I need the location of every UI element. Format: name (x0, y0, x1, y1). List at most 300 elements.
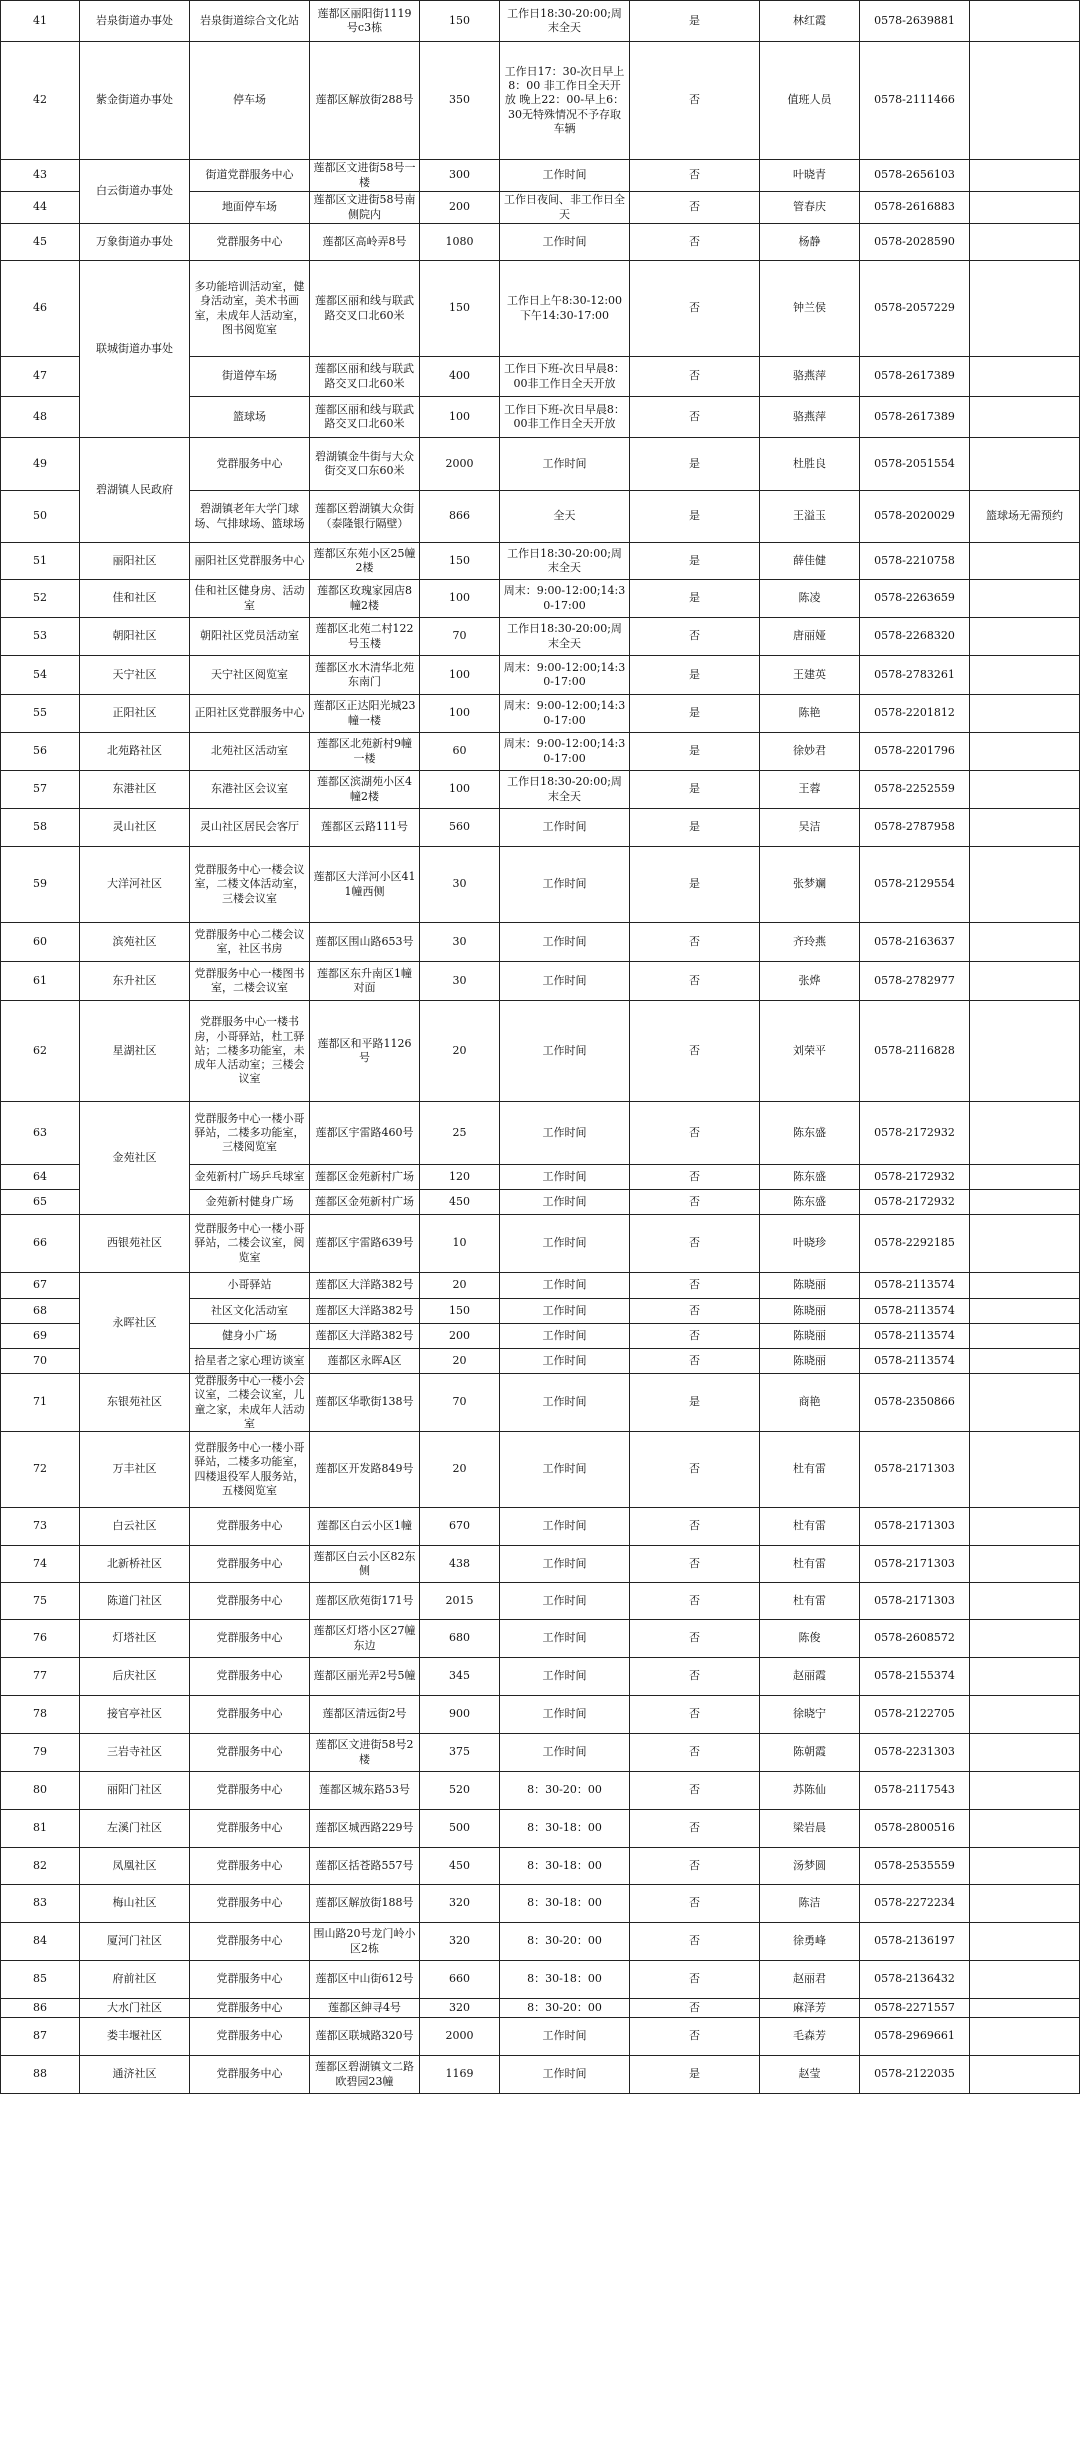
remark-cell (970, 224, 1080, 261)
remark-cell (970, 1349, 1080, 1374)
capacity-cell: 150 (420, 1299, 500, 1324)
phone-cell: 0578-2136197 (860, 1923, 970, 1961)
remark-cell (970, 771, 1080, 809)
address-cell: 莲都区宇雷路639号 (310, 1215, 420, 1273)
row-number-cell: 64 (0, 1165, 80, 1190)
address-cell: 莲都区东升南区1幢对面 (310, 962, 420, 1001)
capacity-cell: 20 (420, 1432, 500, 1508)
remark-cell (970, 160, 1080, 192)
remark-cell: 篮球场无需预约 (970, 491, 1080, 543)
address-cell: 莲都区丽光弄2号5幢 (310, 1658, 420, 1696)
phone-cell: 0578-2656103 (860, 160, 970, 192)
phone-cell: 0578-2787958 (860, 809, 970, 847)
row-number-cell: 77 (0, 1658, 80, 1696)
address-cell: 莲都区欣苑街171号 (310, 1583, 420, 1620)
address-cell: 莲都区高岭弄8号 (310, 224, 420, 261)
capacity-cell: 300 (420, 160, 500, 192)
remark-cell (970, 1432, 1080, 1508)
address-cell: 莲都区滨湖苑小区4幢2楼 (310, 771, 420, 809)
open-hours-cell: 工作时间 (500, 1508, 630, 1546)
table-row (0, 1772, 1080, 1810)
address-cell: 莲都区灯塔小区27幢东边 (310, 1620, 420, 1658)
contact-person-cell: 徐晓宁 (760, 1696, 860, 1734)
venue-name-cell: 党群服务中心 (190, 1620, 310, 1658)
row-number-cell: 75 (0, 1583, 80, 1620)
booking-required-cell: 否 (630, 357, 760, 397)
contact-person-cell: 刘荣平 (760, 1001, 860, 1102)
contact-person-cell: 陈晓丽 (760, 1273, 860, 1299)
unit-name-cell: 星湖社区 (80, 1001, 190, 1102)
capacity-cell: 1080 (420, 224, 500, 261)
phone-cell: 0578-2028590 (860, 224, 970, 261)
address-cell: 莲都区丽和线与联武路交叉口北60米 (310, 357, 420, 397)
contact-person-cell: 叶晓珍 (760, 1215, 860, 1273)
open-hours-cell: 工作时间 (500, 1658, 630, 1696)
booking-required-cell: 否 (630, 923, 760, 962)
row-number-cell: 44 (0, 192, 80, 224)
contact-person-cell: 张烨 (760, 962, 860, 1001)
phone-cell: 0578-2608572 (860, 1620, 970, 1658)
open-hours-cell: 工作日下班-次日早晨8：00非工作日全天开放 (500, 397, 630, 438)
booking-required-cell: 否 (630, 2018, 760, 2056)
venue-name-cell: 朝阳社区党员活动室 (190, 618, 310, 656)
open-hours-cell: 8：30-18：00 (500, 1961, 630, 1999)
unit-name-cell: 接官亭社区 (80, 1696, 190, 1734)
row-number-cell: 47 (0, 357, 80, 397)
address-cell: 碧湖镇金牛街与大众街交叉口东60米 (310, 438, 420, 491)
venue-name-cell: 党群服务中心一楼图书室，二楼会议室 (190, 962, 310, 1001)
open-hours-cell: 8：30-18：00 (500, 1885, 630, 1923)
remark-cell (970, 438, 1080, 491)
remark-cell (970, 962, 1080, 1001)
address-cell: 莲都区北苑新村9幢一楼 (310, 733, 420, 771)
capacity-cell: 320 (420, 1885, 500, 1923)
row-number-cell: 85 (0, 1961, 80, 1999)
open-hours-cell: 工作时间 (500, 1432, 630, 1508)
booking-required-cell: 否 (630, 1001, 760, 1102)
remark-cell (970, 1848, 1080, 1885)
capacity-cell: 20 (420, 1001, 500, 1102)
table-row (0, 1215, 1080, 1273)
venue-name-cell: 党群服务中心 (190, 1810, 310, 1848)
contact-person-cell: 王蓉 (760, 771, 860, 809)
venue-name-cell: 佳和社区健身房、活动室 (190, 580, 310, 618)
open-hours-cell: 工作时间 (500, 809, 630, 847)
phone-cell: 0578-2020029 (860, 491, 970, 543)
open-hours-cell: 8：30-18：00 (500, 1810, 630, 1848)
open-hours-cell: 工作时间 (500, 1190, 630, 1215)
remark-cell (970, 1215, 1080, 1273)
remark-cell (970, 1273, 1080, 1299)
contact-person-cell: 杜有雷 (760, 1546, 860, 1583)
phone-cell: 0578-2616883 (860, 192, 970, 224)
venue-name-cell: 北苑社区活动室 (190, 733, 310, 771)
merged-unit-cell: 永晖社区 (80, 1273, 190, 1374)
row-number-cell: 82 (0, 1848, 80, 1885)
table-row (0, 1848, 1080, 1885)
capacity-cell: 100 (420, 580, 500, 618)
row-number-cell: 84 (0, 1923, 80, 1961)
venue-name-cell: 党群服务中心一楼会议室，二楼文体活动室，三楼会议室 (190, 847, 310, 923)
address-cell: 莲都区大洋路382号 (310, 1273, 420, 1299)
address-cell: 莲都区白云小区1幢 (310, 1508, 420, 1546)
phone-cell: 0578-2113574 (860, 1349, 970, 1374)
capacity-cell: 438 (420, 1546, 500, 1583)
venue-name-cell: 党群服务中心 (190, 1546, 310, 1583)
phone-cell: 0578-2800516 (860, 1810, 970, 1848)
row-number-cell: 72 (0, 1432, 80, 1508)
venue-name-cell: 党群服务中心一楼书房，小哥驿站，杜工驿站；二楼多功能室，未成年人活动室；三楼会议室 (190, 1001, 310, 1102)
remark-cell (970, 1374, 1080, 1432)
booking-required-cell: 是 (630, 733, 760, 771)
venue-name-cell: 党群服务中心 (190, 1885, 310, 1923)
address-cell: 围山路20号龙门岭小区2栋 (310, 1923, 420, 1961)
table-row (0, 1583, 1080, 1620)
venue-name-cell: 党群服务中心一楼小哥驿站，二楼多功能室，四楼退役军人服务站，五楼阅览室 (190, 1432, 310, 1508)
capacity-cell: 200 (420, 1324, 500, 1349)
capacity-cell: 100 (420, 771, 500, 809)
row-number-cell: 62 (0, 1001, 80, 1102)
row-number-cell: 67 (0, 1273, 80, 1299)
address-cell: 莲都区华歌街138号 (310, 1374, 420, 1432)
phone-cell: 0578-2782977 (860, 962, 970, 1001)
phone-cell: 0578-2113574 (860, 1299, 970, 1324)
remark-cell (970, 261, 1080, 357)
address-cell: 莲都区白云小区82东侧 (310, 1546, 420, 1583)
row-number-cell: 45 (0, 224, 80, 261)
row-number-cell: 65 (0, 1190, 80, 1215)
open-hours-cell: 工作时间 (500, 1001, 630, 1102)
capacity-cell: 10 (420, 1215, 500, 1273)
contact-person-cell: 薛佳健 (760, 543, 860, 580)
remark-cell (970, 1190, 1080, 1215)
table-row (0, 580, 1080, 618)
contact-person-cell: 陈晓丽 (760, 1349, 860, 1374)
remark-cell (970, 656, 1080, 695)
contact-person-cell: 陈凌 (760, 580, 860, 618)
remark-cell (970, 1583, 1080, 1620)
phone-cell: 0578-2350866 (860, 1374, 970, 1432)
remark-cell (970, 1734, 1080, 1772)
venue-name-cell: 多功能培训活动室，健身活动室，美术书画室，未成年人活动室，图书阅览室 (190, 261, 310, 357)
phone-cell: 0578-2113574 (860, 1273, 970, 1299)
unit-name-cell: 灵山社区 (80, 809, 190, 847)
table-row (0, 847, 1080, 923)
capacity-cell: 560 (420, 809, 500, 847)
address-cell: 莲都区解放街188号 (310, 1885, 420, 1923)
booking-required-cell: 否 (630, 397, 760, 438)
contact-person-cell: 赵丽霞 (760, 1658, 860, 1696)
booking-required-cell: 否 (630, 1508, 760, 1546)
venue-name-cell: 正阳社区党群服务中心 (190, 695, 310, 733)
phone-cell: 0578-2155374 (860, 1658, 970, 1696)
address-cell: 莲都区文进街58号一楼 (310, 160, 420, 192)
phone-cell: 0578-2617389 (860, 357, 970, 397)
venue-name-cell: 党群服务中心 (190, 1583, 310, 1620)
row-number-cell: 50 (0, 491, 80, 543)
venue-name-cell: 小哥驿站 (190, 1273, 310, 1299)
unit-name-cell: 丽阳门社区 (80, 1772, 190, 1810)
capacity-cell: 20 (420, 1273, 500, 1299)
row-number-cell: 56 (0, 733, 80, 771)
open-hours-cell: 工作日18:30-20:00;周末全天 (500, 0, 630, 42)
contact-person-cell: 商艳 (760, 1374, 860, 1432)
phone-cell: 0578-2268320 (860, 618, 970, 656)
remark-cell (970, 2018, 1080, 2056)
open-hours-cell: 工作时间 (500, 1349, 630, 1374)
open-hours-cell: 工作日18:30-20:00;周末全天 (500, 618, 630, 656)
unit-name-cell: 大水门社区 (80, 1999, 190, 2018)
remark-cell (970, 618, 1080, 656)
table-row (0, 1696, 1080, 1734)
capacity-cell: 2000 (420, 2018, 500, 2056)
booking-required-cell: 否 (630, 1848, 760, 1885)
unit-name-cell: 正阳社区 (80, 695, 190, 733)
address-cell: 莲都区文进街58号2楼 (310, 1734, 420, 1772)
open-hours-cell: 工作时间 (500, 2056, 630, 2094)
unit-name-cell: 丽阳社区 (80, 543, 190, 580)
row-number-cell: 54 (0, 656, 80, 695)
open-hours-cell: 工作时间 (500, 847, 630, 923)
booking-required-cell: 否 (630, 1658, 760, 1696)
address-cell: 莲都区丽和线与联武路交叉口北60米 (310, 261, 420, 357)
remark-cell (970, 1620, 1080, 1658)
booking-required-cell: 否 (630, 1546, 760, 1583)
row-number-cell: 83 (0, 1885, 80, 1923)
capacity-cell: 150 (420, 0, 500, 42)
row-number-cell: 46 (0, 261, 80, 357)
remark-cell (970, 1658, 1080, 1696)
remark-cell (970, 1102, 1080, 1165)
remark-cell (970, 1696, 1080, 1734)
booking-required-cell: 是 (630, 2056, 760, 2094)
open-hours-cell: 工作时间 (500, 1620, 630, 1658)
phone-cell: 0578-2136432 (860, 1961, 970, 1999)
contact-person-cell: 赵丽君 (760, 1961, 860, 1999)
capacity-cell: 120 (420, 1165, 500, 1190)
venue-name-cell: 党群服务中心 (190, 438, 310, 491)
phone-cell: 0578-2172932 (860, 1190, 970, 1215)
contact-person-cell: 钟兰侯 (760, 261, 860, 357)
row-number-cell: 51 (0, 543, 80, 580)
unit-name-cell: 北苑路社区 (80, 733, 190, 771)
venue-name-cell: 党群服务中心 (190, 2056, 310, 2094)
phone-cell: 0578-2117543 (860, 1772, 970, 1810)
address-cell: 莲都区丽和线与联武路交叉口北60米 (310, 397, 420, 438)
remark-cell (970, 1546, 1080, 1583)
phone-cell: 0578-2171303 (860, 1508, 970, 1546)
venue-name-cell: 党群服务中心 (190, 1696, 310, 1734)
open-hours-cell: 8：30-20：00 (500, 1923, 630, 1961)
unit-name-cell: 滨苑社区 (80, 923, 190, 962)
table-row (0, 771, 1080, 809)
unit-name-cell: 东银苑社区 (80, 1374, 190, 1432)
booking-required-cell: 否 (630, 1215, 760, 1273)
capacity-cell: 30 (420, 847, 500, 923)
merged-unit-cell: 白云街道办事处 (80, 160, 190, 224)
phone-cell: 0578-2263659 (860, 580, 970, 618)
phone-cell: 0578-2271557 (860, 1999, 970, 2018)
open-hours-cell: 工作时间 (500, 1273, 630, 1299)
booking-required-cell: 否 (630, 1102, 760, 1165)
contact-person-cell: 汤梦圆 (760, 1848, 860, 1885)
table-row (0, 1961, 1080, 1999)
unit-name-cell: 朝阳社区 (80, 618, 190, 656)
table-row (0, 1620, 1080, 1658)
venue-name-cell: 金苑新村广场乒乓球室 (190, 1165, 310, 1190)
capacity-cell: 70 (420, 618, 500, 656)
phone-cell: 0578-2122035 (860, 2056, 970, 2094)
table-row (0, 224, 1080, 261)
table-row (0, 543, 1080, 580)
capacity-cell: 150 (420, 543, 500, 580)
row-number-cell: 52 (0, 580, 80, 618)
remark-cell (970, 1885, 1080, 1923)
row-number-cell: 88 (0, 2056, 80, 2094)
phone-cell: 0578-2171303 (860, 1583, 970, 1620)
phone-cell: 0578-2252559 (860, 771, 970, 809)
venue-name-cell: 党群服务中心 (190, 1999, 310, 2018)
table-row (0, 695, 1080, 733)
open-hours-cell: 周末：9:00-12:00;14:30-17:00 (500, 695, 630, 733)
booking-required-cell: 是 (630, 1374, 760, 1432)
open-hours-cell: 8：30-20：00 (500, 1772, 630, 1810)
booking-required-cell: 否 (630, 1923, 760, 1961)
row-number-cell: 43 (0, 160, 80, 192)
table-row (0, 809, 1080, 847)
table-row (0, 1885, 1080, 1923)
remark-cell (970, 923, 1080, 962)
venue-name-cell: 灵山社区居民会客厅 (190, 809, 310, 847)
open-hours-cell: 工作日下班-次日早晨8：00非工作日全天开放 (500, 357, 630, 397)
table-row (0, 1374, 1080, 1432)
contact-person-cell: 陈俊 (760, 1620, 860, 1658)
phone-cell: 0578-2163637 (860, 923, 970, 962)
booking-required-cell: 是 (630, 656, 760, 695)
open-hours-cell: 工作时间 (500, 1374, 630, 1432)
venue-name-cell: 篮球场 (190, 397, 310, 438)
remark-cell (970, 1299, 1080, 1324)
capacity-cell: 400 (420, 357, 500, 397)
booking-required-cell: 是 (630, 847, 760, 923)
open-hours-cell: 工作日18:30-20:00;周末全天 (500, 543, 630, 580)
contact-person-cell: 徐妙君 (760, 733, 860, 771)
address-cell: 莲都区开发路849号 (310, 1432, 420, 1508)
unit-name-cell: 白云社区 (80, 1508, 190, 1546)
open-hours-cell: 工作时间 (500, 1102, 630, 1165)
table-row (0, 1001, 1080, 1102)
phone-cell: 0578-2057229 (860, 261, 970, 357)
remark-cell (970, 543, 1080, 580)
row-number-cell: 70 (0, 1349, 80, 1374)
row-number-cell: 60 (0, 923, 80, 962)
unit-name-cell: 陈道门社区 (80, 1583, 190, 1620)
unit-name-cell: 天宁社区 (80, 656, 190, 695)
booking-required-cell: 否 (630, 1349, 760, 1374)
booking-required-cell: 否 (630, 1299, 760, 1324)
open-hours-cell: 8：30-18：00 (500, 1848, 630, 1885)
row-number-cell: 66 (0, 1215, 80, 1273)
open-hours-cell: 工作日上午8:30-12:00下午14:30-17:00 (500, 261, 630, 357)
remark-cell (970, 1810, 1080, 1848)
capacity-cell: 2000 (420, 438, 500, 491)
row-number-cell: 87 (0, 2018, 80, 2056)
booking-required-cell: 是 (630, 438, 760, 491)
unit-name-cell: 紫金街道办事处 (80, 42, 190, 160)
address-cell: 莲都区解放街288号 (310, 42, 420, 160)
phone-cell: 0578-2116828 (860, 1001, 970, 1102)
unit-name-cell: 娄丰堰社区 (80, 2018, 190, 2056)
address-cell: 莲都区云路111号 (310, 809, 420, 847)
address-cell: 莲都区北苑二村122号玉楼 (310, 618, 420, 656)
phone-cell: 0578-2172932 (860, 1165, 970, 1190)
address-cell: 莲都区文进街58号南侧院内 (310, 192, 420, 224)
table-row (0, 1658, 1080, 1696)
phone-cell: 0578-2111466 (860, 42, 970, 160)
booking-required-cell: 是 (630, 695, 760, 733)
open-hours-cell: 工作时间 (500, 1215, 630, 1273)
open-hours-cell: 工作日夜间、非工作日全天 (500, 192, 630, 224)
venue-name-cell: 丽阳社区党群服务中心 (190, 543, 310, 580)
contact-person-cell: 陈朝霞 (760, 1734, 860, 1772)
address-cell: 莲都区大洋路382号 (310, 1324, 420, 1349)
capacity-cell: 30 (420, 962, 500, 1001)
contact-person-cell: 骆燕萍 (760, 397, 860, 438)
booking-required-cell: 否 (630, 1324, 760, 1349)
address-cell: 莲都区东苑小区25幢2楼 (310, 543, 420, 580)
row-number-cell: 81 (0, 1810, 80, 1848)
row-number-cell: 68 (0, 1299, 80, 1324)
unit-name-cell: 大洋河社区 (80, 847, 190, 923)
unit-name-cell: 凤凰社区 (80, 1848, 190, 1885)
capacity-cell: 680 (420, 1620, 500, 1658)
address-cell: 莲都区水木清华北苑东南门 (310, 656, 420, 695)
row-number-cell: 69 (0, 1324, 80, 1349)
phone-cell: 0578-2292185 (860, 1215, 970, 1273)
open-hours-cell: 工作时间 (500, 160, 630, 192)
booking-required-cell: 否 (630, 1165, 760, 1190)
venue-name-cell: 党群服务中心一楼小哥驿站，二楼多功能室，三楼阅览室 (190, 1102, 310, 1165)
open-hours-cell: 工作时间 (500, 1165, 630, 1190)
contact-person-cell: 张梦斓 (760, 847, 860, 923)
booking-required-cell: 否 (630, 261, 760, 357)
open-hours-cell: 工作时间 (500, 438, 630, 491)
open-hours-cell: 工作时间 (500, 1583, 630, 1620)
venue-name-cell: 党群服务中心 (190, 2018, 310, 2056)
contact-person-cell: 陈洁 (760, 1885, 860, 1923)
unit-name-cell: 后庆社区 (80, 1658, 190, 1696)
remark-cell (970, 809, 1080, 847)
capacity-cell: 150 (420, 261, 500, 357)
phone-cell: 0578-2210758 (860, 543, 970, 580)
address-cell: 莲都区大洋河小区411幢西侧 (310, 847, 420, 923)
venue-name-cell: 党群服务中心一楼小会议室，二楼会议室，儿童之家，未成年人活动室 (190, 1374, 310, 1432)
unit-name-cell: 佳和社区 (80, 580, 190, 618)
row-number-cell: 74 (0, 1546, 80, 1583)
capacity-cell: 100 (420, 695, 500, 733)
contact-person-cell: 杨静 (760, 224, 860, 261)
booking-required-cell: 否 (630, 1999, 760, 2018)
capacity-cell: 660 (420, 1961, 500, 1999)
contact-person-cell: 麻泽芳 (760, 1999, 860, 2018)
remark-cell (970, 1923, 1080, 1961)
contact-person-cell: 陈东盛 (760, 1102, 860, 1165)
unit-name-cell: 西银苑社区 (80, 1215, 190, 1273)
capacity-cell: 375 (420, 1734, 500, 1772)
booking-required-cell: 否 (630, 1583, 760, 1620)
unit-name-cell: 北新桥社区 (80, 1546, 190, 1583)
unit-name-cell: 灯塔社区 (80, 1620, 190, 1658)
